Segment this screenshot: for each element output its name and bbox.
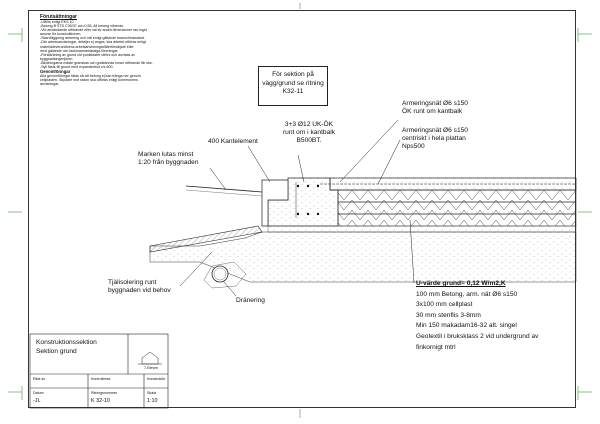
title-block-subtitle: Sektion grund xyxy=(36,348,77,355)
notes-line: -Förstärkning av grund vid punktlaster utförs och anvisas av xyxy=(40,52,136,57)
notes-line: med gällande och fackmannamässiga föreningar. xyxy=(40,48,119,53)
tb-value-skala: 1:10 xyxy=(147,398,158,404)
label-armering-kantbalk xyxy=(402,100,468,116)
notes-line: -Vid användande utförande eller val av andra dimensioner tas inget xyxy=(40,28,147,33)
spec-line: 3x100 mm cellplast xyxy=(416,301,473,309)
notes-heading-2: Genomföringar xyxy=(40,70,71,75)
layer-specification xyxy=(416,279,581,353)
insulation-layer-3 xyxy=(338,214,576,226)
insulation-layer-1 xyxy=(338,190,576,202)
notes-line: -Där arbetsanvisningar, detaljer ej anges, ska arbetet utföras enligt xyxy=(40,40,146,45)
title-block-title: Konstruktionssektion xyxy=(36,339,97,346)
insulation-layer-2 xyxy=(338,202,576,214)
title-block-logo: 7-Eleven xyxy=(144,366,159,370)
label-line: B500BT. xyxy=(296,137,322,144)
reference-box xyxy=(258,66,328,106)
u-value: U-värde grund= 0,12 W/m2,K xyxy=(416,280,506,287)
notes-line: ansvar för konstruktionen. xyxy=(40,32,82,37)
notes-line: -Betong B STD C30/37 vct<0,55, All betong vibreras. xyxy=(40,24,125,29)
label-line: byggnaden vid behov xyxy=(108,287,171,294)
label-kantelement: 400 Kantelement xyxy=(208,138,258,145)
tb-label-skala: Skala xyxy=(147,391,156,395)
label-line: Marken lutas minst xyxy=(138,151,194,158)
tb-label-ritat: Ritat av xyxy=(33,377,46,381)
label-line: 3+3 Ø12 UK-ÖK xyxy=(284,121,334,128)
label-line: Armeringsnät Ø6 s150 xyxy=(402,127,468,134)
label-line: runt om i kantbalk xyxy=(282,129,336,136)
label-armering-platta xyxy=(402,127,468,151)
label-tjalisolering xyxy=(108,279,171,295)
spec-line: finkornigt mtrl xyxy=(416,343,456,351)
notes-heading: Förutsättningar xyxy=(40,14,77,20)
reference-line: För sektion på xyxy=(272,71,314,78)
notes-line: -Syll fästs till grund med expanderbult c/c 600. xyxy=(40,65,114,70)
tb-value-ritningsnummer: K 32-10 xyxy=(91,398,110,404)
notes-line: anvisningar. xyxy=(40,82,60,87)
notes-line: cellplasten. Skyddet mot radon ska utföras enligt kommunens xyxy=(40,78,138,83)
notes-line: byggnadsingenjören. xyxy=(40,56,74,61)
notes-line: -Skarvläggning armering och nät enligt gällande branschstandard. xyxy=(40,36,145,41)
tb-label-kontrollerad: Kontrollerad xyxy=(91,377,111,381)
spec-line: Min 150 makadam16-32 alt. singel xyxy=(416,322,517,330)
stone-chip-layer xyxy=(268,226,576,232)
tb-value-datum: -JL xyxy=(33,398,41,404)
tb-label-konstruktor: Konstruktör xyxy=(147,377,166,381)
title-logo-sketch xyxy=(138,352,162,364)
label-dranering: Dränering xyxy=(236,297,265,304)
notes-line: materialleverantörens arbetsanvisningar/återförsäljare eller xyxy=(40,44,134,49)
label-line: 1:20 från byggnaden xyxy=(138,159,199,166)
tb-label-ritningsnummer: Ritningsnummer xyxy=(91,391,118,395)
reference-line: vägg/grund se ritning xyxy=(262,79,324,87)
label-line: Tjälisolering runt xyxy=(108,279,157,286)
notes-line: Alla genomföringar tätas så att betong ej kan tränga ner genom xyxy=(40,74,141,79)
general-notes xyxy=(40,14,210,87)
spec-line: 30 mm stenflis 3-8mm xyxy=(416,311,481,319)
label-marken xyxy=(138,151,199,167)
notes-line: -Utförs enligt EKS 10. xyxy=(40,20,75,24)
reference-line: K32-11 xyxy=(282,88,304,95)
label-line: Armeringsnät Ø6 s150 xyxy=(402,100,468,107)
spec-line: 100 mm Betong, arm. nät Ø6 s150 xyxy=(416,290,518,298)
spec-line: Geotextil i bruksklass 2 vid undergrund av xyxy=(416,332,539,340)
label-line: centriskt i hela plattan xyxy=(402,135,466,142)
drainage-pipe xyxy=(212,266,228,282)
label-uk-ok xyxy=(278,121,340,145)
label-line: ÖK runt om kantbalk xyxy=(402,108,463,115)
notes-line: -Bindningarna mäste granskas och godkännas innan utförande får ske. xyxy=(40,60,153,65)
label-line: Nps500 xyxy=(402,143,425,150)
tb-label-datum: Datum xyxy=(33,391,44,395)
